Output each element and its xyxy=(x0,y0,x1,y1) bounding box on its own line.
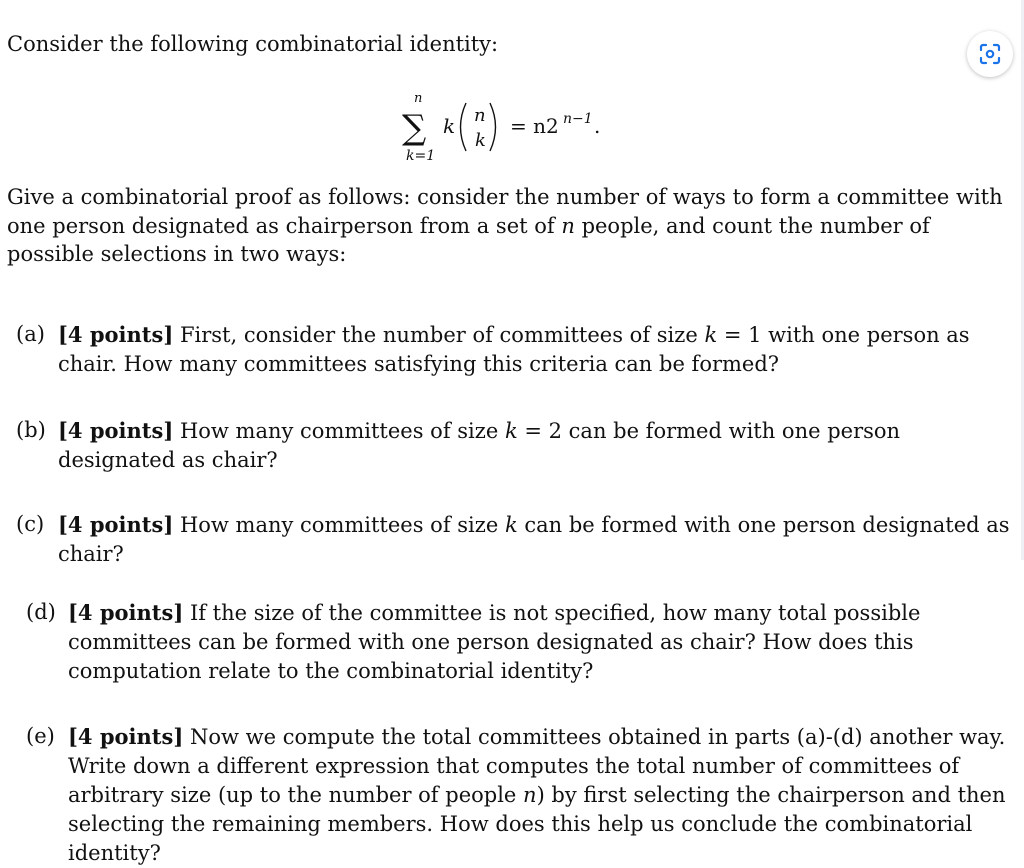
part-label: (a) xyxy=(16,322,45,346)
part-points: [4 points] xyxy=(58,322,174,347)
identity-rhs-exponent: n−1 xyxy=(563,111,593,127)
part-text-cont: with one person as chair. How many committees satisfying this criteria can be formed? xyxy=(58,323,970,376)
part-d xyxy=(26,598,1012,686)
part-text-cont: can be formed with one person designated as chair? xyxy=(58,419,901,472)
instructions-paragraph xyxy=(7,183,1007,269)
part-label: (d) xyxy=(26,600,56,624)
part-text-cont: ) by first selecting the chairperson and then selecting the remaining members. How does this help us conclude the combinatorial identity? xyxy=(68,783,1006,865)
part-text: First, consider the number of committees of size xyxy=(173,323,705,347)
part-points: [4 points] xyxy=(68,600,184,625)
instructions-text-1: Give a combinatorial proof as follows: consider the number of ways to form a committee with one person designated as chairperson from a set of xyxy=(7,185,1003,238)
part-text: How many committees of size xyxy=(173,419,505,443)
identity-formula xyxy=(400,92,640,172)
part-math-variable: n xyxy=(523,783,537,807)
sum-lower-limit: k=1 xyxy=(406,148,436,164)
part-points: [4 points] xyxy=(68,724,184,749)
instructions-text-2: people, and count the number of possible selections in two ways: xyxy=(7,213,930,266)
summand-coefficient: k xyxy=(443,114,456,138)
part-label: (c) xyxy=(16,512,45,536)
binom-top: n xyxy=(474,105,486,126)
sum-upper-limit: n xyxy=(414,92,423,106)
binom-right-paren xyxy=(490,103,496,151)
google-lens-button[interactable] xyxy=(967,31,1013,77)
google-lens-icon xyxy=(978,42,1002,66)
part-text: How many committees of size xyxy=(173,513,505,537)
part-math-value: = 2 xyxy=(517,419,562,443)
part-points: [4 points] xyxy=(58,512,174,537)
identity-rhs: = n2 xyxy=(510,114,559,138)
instructions-variable-n: n xyxy=(561,213,575,238)
part-a xyxy=(16,320,1006,379)
binom-bottom: k xyxy=(475,130,486,151)
part-math-variable: k xyxy=(704,323,718,347)
identity-rhs-period: . xyxy=(594,114,601,138)
part-text-cont: can be formed with one person designated as chair? xyxy=(58,513,1010,566)
part-points: [4 points] xyxy=(58,418,174,443)
part-math-variable: k xyxy=(504,513,518,537)
part-b xyxy=(16,416,1006,475)
part-e xyxy=(26,722,1012,868)
part-text: If the size of the committee is not specified, how many total possible committees can be formed with one person designated as chair? How does this computation relate to the combinatorial identity? xyxy=(68,601,921,683)
part-label: (e) xyxy=(26,724,55,748)
sum-symbol: ∑ xyxy=(402,108,427,148)
intro-text: Consider the following combinatorial identity: xyxy=(7,32,499,56)
part-label: (b) xyxy=(16,418,46,442)
part-text: Now we compute the total committees obtained in parts (a)-(d) another way. Write down a different expression that computes the total number of committees of arbitrary size (up to the number of people xyxy=(68,725,1006,807)
part-math-value: = 1 xyxy=(717,323,762,347)
part-c xyxy=(16,510,1016,569)
binom-left-paren xyxy=(461,103,467,151)
part-math-variable: k xyxy=(504,419,518,443)
